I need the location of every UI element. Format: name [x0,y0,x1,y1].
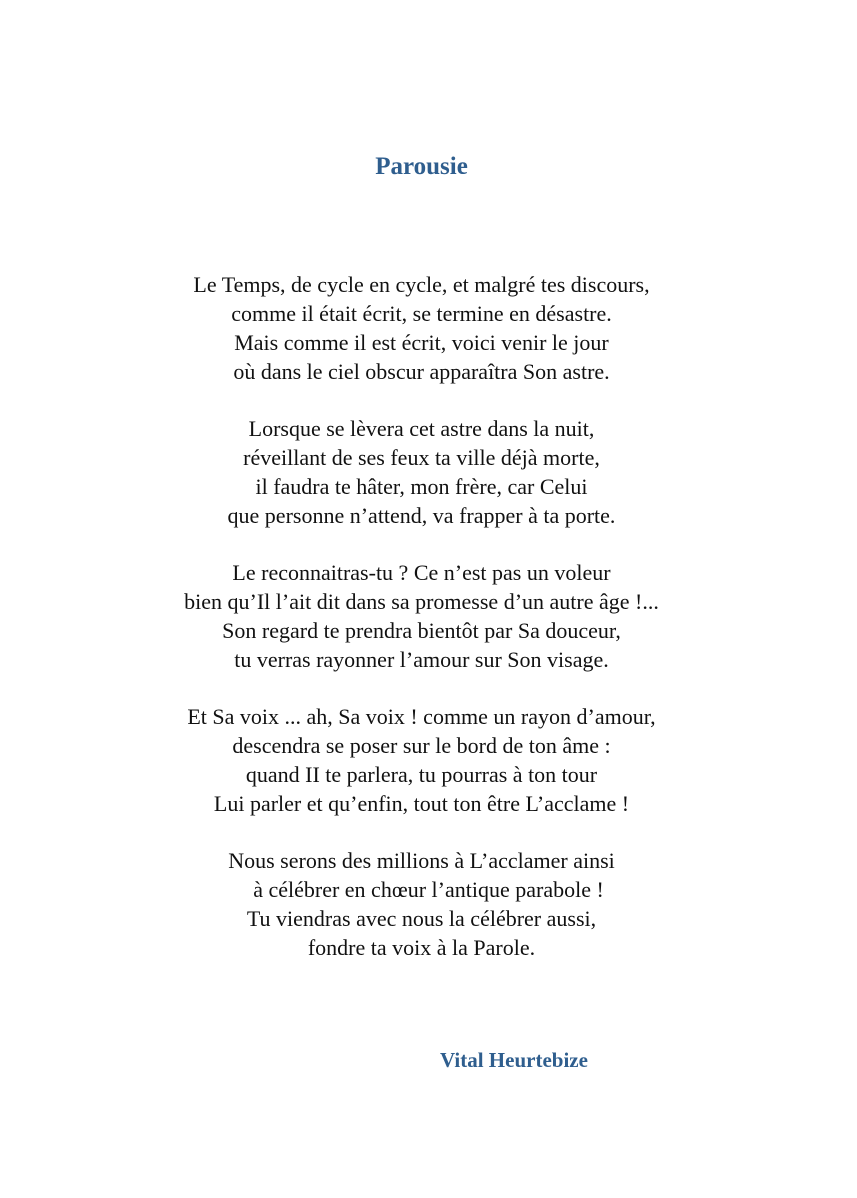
poem-line: où dans le ciel obscur apparaîtra Son astre. [233,359,610,384]
poem-title: Parousie [375,153,468,180]
poem-line: Mais comme il est écrit, voici venir le jour [234,330,609,355]
poem-line: tu verras rayonner l’amour sur Son visage. [234,647,609,672]
poem-line: comme il était écrit, se termine en désastre. [231,301,612,326]
poem-line: à célébrer en chœur l’antique parabole ! [253,877,604,902]
author-signature: Vital Heurtebize [440,1048,588,1072]
poem-line: Tu viendras avec nous la célébrer aussi, [246,906,597,931]
poem-line: Son regard te prendra bientôt par Sa douceur, [222,618,621,643]
stanza [0,702,843,818]
stanza [0,558,843,674]
poem-line: fondre ta voix à la Parole. [307,935,536,960]
poem-line: Lorsque se lèvera cet astre dans la nuit, [248,416,595,441]
poem-line: quand II te parlera, tu pourras à ton tour [245,762,598,787]
poem-line: que personne n’attend, va frapper à ta porte. [227,503,616,528]
poem-line: Le reconnaitras-tu ? Ce n’est pas un voleur [232,560,611,585]
stanza [0,270,843,386]
poem-line: Lui parler et qu’enfin, tout ton être L’acclame ! [213,791,630,816]
poem-line: Et Sa voix ... ah, Sa voix ! comme un rayon d’amour, [187,704,656,729]
poem-line: bien qu’Il l’ait dit dans sa promesse d’un autre âge !... [184,589,659,614]
stanza [0,414,843,530]
poem-line: réveillant de ses feux ta ville déjà morte, [243,445,600,470]
stanza [0,846,843,962]
poem-body [0,270,843,990]
poem-line: il faudra te hâter, mon frère, car Celui [255,474,588,499]
poem-line: Nous serons des millions à L’acclamer ainsi [228,848,615,873]
poem-line: descendra se poser sur le bord de ton âme : [232,733,611,758]
poem-line: Le Temps, de cycle en cycle, et malgré tes discours, [193,272,650,297]
